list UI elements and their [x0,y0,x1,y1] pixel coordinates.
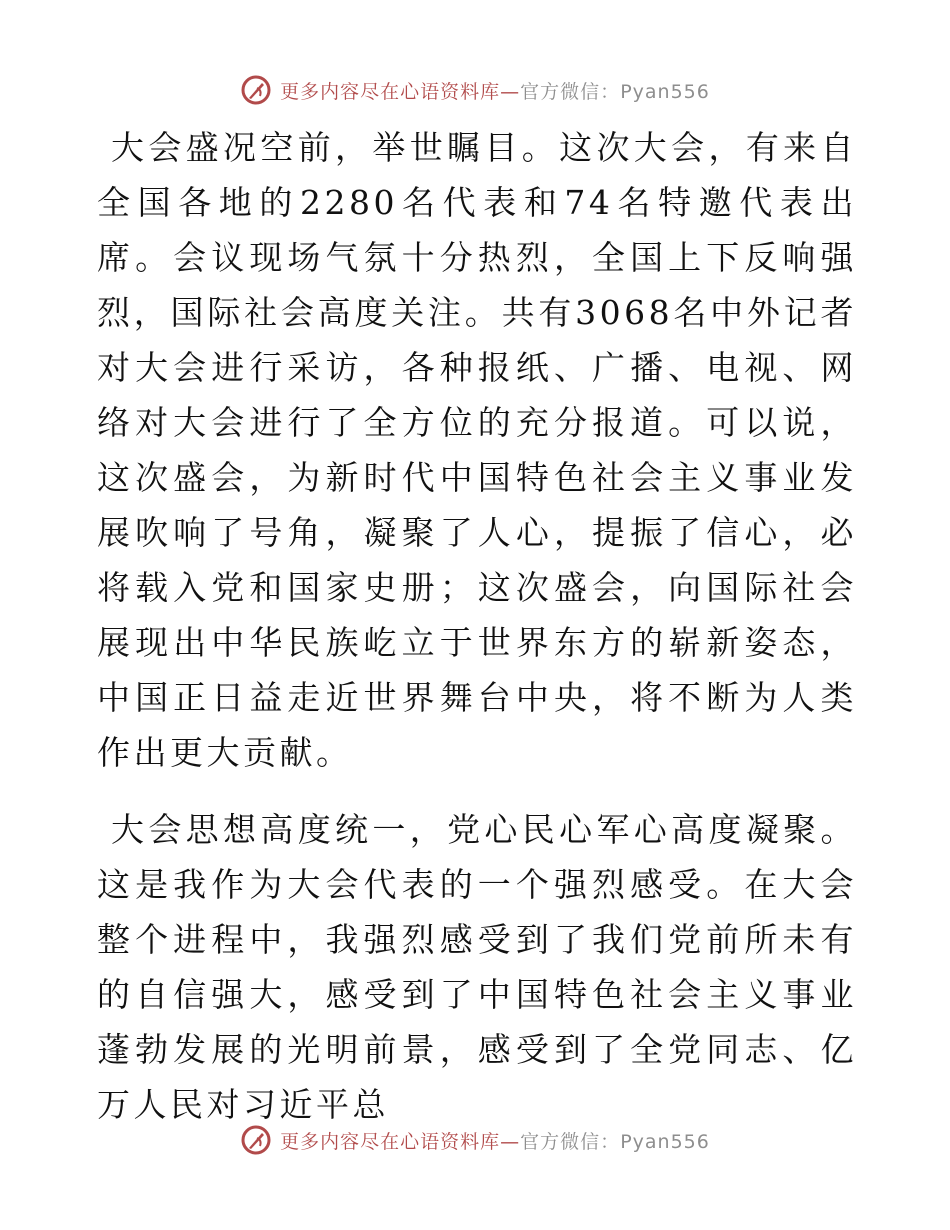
document-body [97,120,857,1132]
red-circle-quill-logo-icon [240,74,272,106]
watermark-brand: 更多内容尽在心语资料库 [280,80,501,103]
paragraph-1: 大会盛况空前，举世瞩目。这次大会，有来自全国各地的2280名代表和74名特邀代表出席。会议现场气氛十分热烈，全国上下反响强烈，国际社会高度关注。共有3068名中外记者对大会进行采访，各种报纸、广播、电视、网络对大会进行了全方位的充分报道。可以说，这次盛会，为新时代中国特色社会主义事业发展吹响了号角，凝聚了人心，提振了信心，必将载入党和国家史册；这次盛会，向国际社会展现出中华民族屹立于世界东方的崭新姿态，中国正日益走近世界舞台中央，将不断为人类作出更大贡献。 [97,128,857,772]
watermark-text [280,1127,710,1154]
watermark-wechat-label: 官方微信： [520,1130,621,1153]
footer-watermark [0,1120,950,1160]
watermark-brand: 更多内容尽在心语资料库 [280,1130,501,1153]
watermark-wechat-id: Pyan556 [620,80,710,103]
watermark-separator: — [500,1130,521,1153]
watermark-separator: — [500,80,521,103]
watermark-text [280,77,710,104]
header-watermark [0,70,950,110]
red-circle-quill-logo-icon [240,1124,272,1156]
watermark-wechat-label: 官方微信： [520,80,621,103]
paragraph-2: 大会思想高度统一，党心民心军心高度凝聚。这是我作为大会代表的一个强烈感受。在大会整个进程中，我强烈感受到了我们党前所未有的自信强大，感受到了中国特色社会主义事业蓬勃发展的光明前景，感受到了全党同志、亿万人民对习近平总 [97,810,857,1124]
watermark-wechat-id: Pyan556 [620,1130,710,1153]
